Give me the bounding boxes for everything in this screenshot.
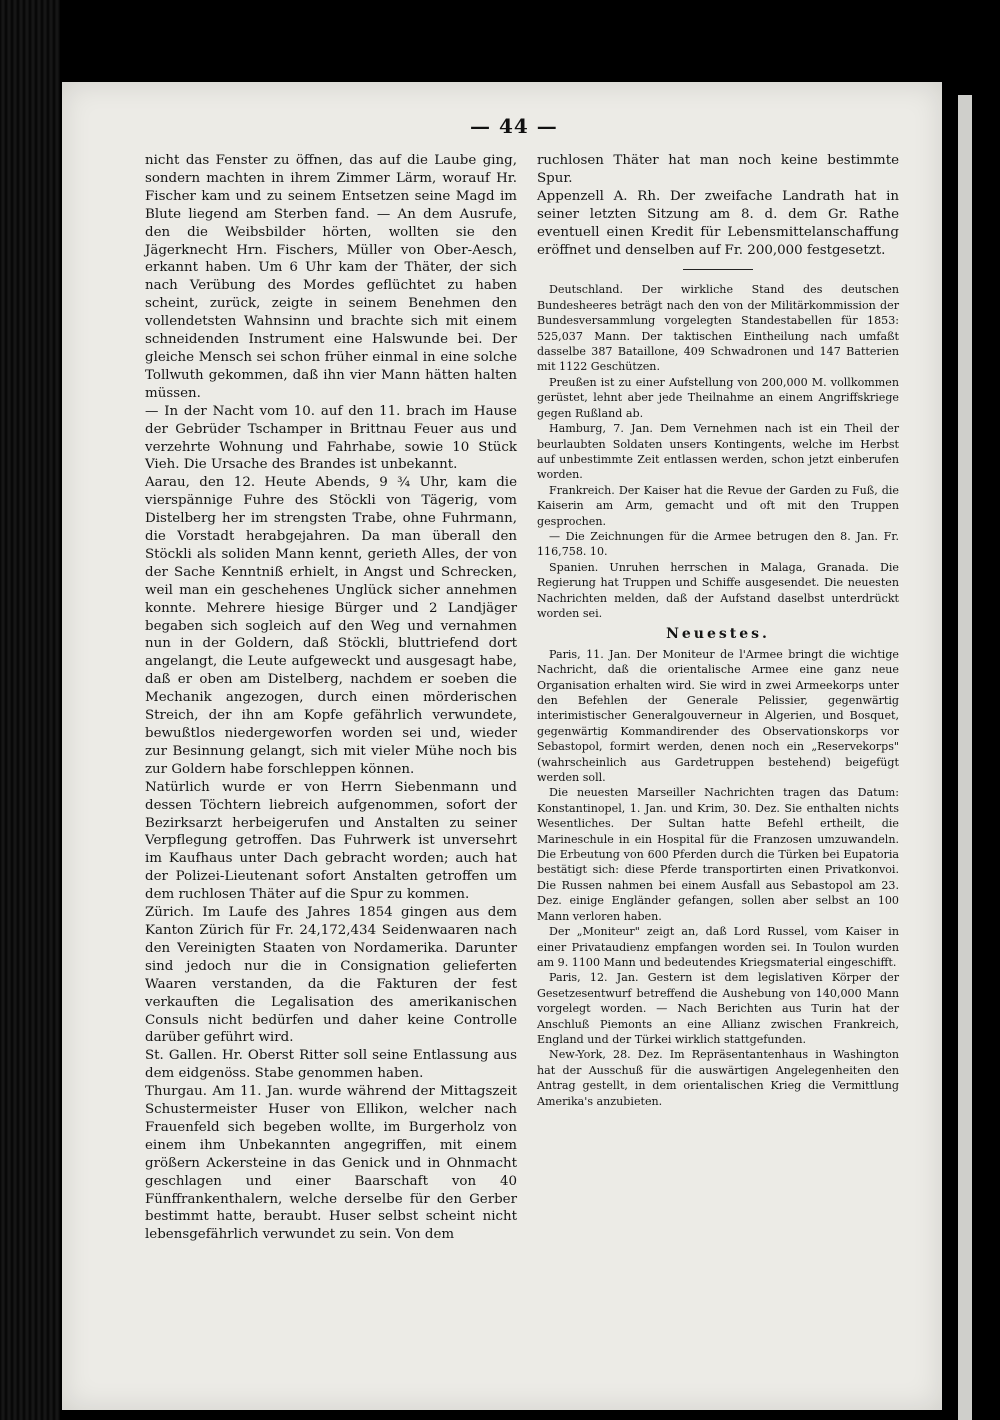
right-paragraph: Hamburg, 7. Jan. Dem Vernehmen nach ist ein Theil der beurlaubten Soldaten unsers Kontingents, welche im Herbst auf unbestimmte Zeit entlassen werden, schon jetzt einberufen worden. <box>537 422 899 482</box>
news-paragraph: Paris, 12. Jan. Gestern ist dem legislativen Körper der Gesetzesentwurf betreffend die Aushebung von 140,000 Mann vorgelegt worden. — Nach Berichten aus Turin hat der Anschluß Piemonts an eine Allianz zwischen Frankreich, England und der Türkei wirklich stattgefunden. <box>537 971 899 1046</box>
left-paragraph: Natürlich wurde er von Herrn Siebenmann und dessen Töchtern liebreich aufgenommen, sofort der Bezirksarzt herbeigerufen und Anstalten zu seiner Verpflegung getroffen. Das Fuhrwerk ist unversehrt im Kaufhaus unter Dach gebracht worden; auch hat der Polizei-Lieutenant sofort Anstalten getroffen um dem ruchlosen Thäter auf die Spur zu kommen. <box>145 779 517 903</box>
news-paragraph: Der „Moniteur" zeigt an, daß Lord Russel, vom Kaiser in einer Privataudienz empfangen worden sei. In Toulon wurden am 9. 1100 Mann und bedeutendes Kriegsmaterial eingeschifft. <box>537 925 899 969</box>
left-paragraph: Aarau, den 12. Heute Abends, 9 ¾ Uhr, kam die vierspännige Fuhre des Stöckli von Tägerig, vom Distelberg her im strengsten Trabe, ohne Fuhrmann, die Vorstadt herabgejahren. Da man überall den Stöckli als soliden Mann kennt, gerieth Alles, der von der Sache Kenntniß erhielt, in Angst und Schrecken, weil man ein geschehenes Unglück sicher annehmen konnte. Mehrere hiesige Bürger und 2 Landjäger begaben sich sogleich auf den Weg und vernahmen nun in der Goldern, daß Stöckli, bluttriefend dort angelangt, die Leute aufgeweckt und ausgesagt habe, daß er oben am Distelberg, nachdem er soeben die Mechanik angezogen, durch einen mörderischen Streich, der ihn am Kopfe gefährlich verwundete, bewußtlos niedergeworfen worden sei und, wieder zur Besinnung gelangt, sich mit vieler Mühe noch bis zur Goldern habe forschleppen können. <box>145 475 517 777</box>
right-column <box>537 152 899 1109</box>
page-edge-strip <box>958 95 972 1420</box>
book-binding <box>0 0 60 1420</box>
left-paragraph: — In der Nacht vom 10. auf den 11. brach im Hause der Gebrüder Tschamper in Brittnau Feuer aus und verzehrte Wohnung und Fahrhabe, sowie 10 Stück Vieh. Die Ursache des Brandes ist unbekannt. <box>145 403 517 473</box>
right-lead-paragraph: ruchlosen Thäter hat man noch keine bestimmte Spur. <box>537 153 899 186</box>
section-divider <box>683 269 753 270</box>
left-column <box>145 152 517 1244</box>
right-paragraph: Preußen ist zu einer Aufstellung von 200,000 M. vollkommen gerüstet, lehnt aber jede Theilnahme an einem Angriffskriege gegen Rußland ab. <box>537 375 899 420</box>
news-paragraph: New-York, 28. Dez. Im Repräsentantenhaus in Washington hat der Ausschuß für die auswärtigen Angelegenheiten den Antrag gestellt, in dem orientalischen Krieg die Vermittlung Amerika's anzubieten. <box>537 1048 899 1108</box>
left-paragraph: Thurgau. Am 11. Jan. wurde während der Mittagszeit Schustermeister Huser von Ellikon, welcher nach Frauenfeld sich begeben wollte, im Burgerholz von einem ihm Unbekannten angegriffen, mit einem größern Ackersteine in das Genick und in Ohnmacht geschlagen und einer Baarschaft von 40 Fünffrankenthalern, welche derselbe für den Gerber bestimmt hatte, beraubt. Huser selbst scheint nicht lebensgefährlich verwundet zu sein. Von dem <box>145 1084 517 1243</box>
right-lead-paragraph: Appenzell A. Rh. Der zweifache Landrath hat in seiner letzten Sitzung am 8. d. dem Gr. Rathe eventuell einen Kredit für Lebensmittelanschaffung eröffnet und denselben auf Fr. 200,000 festgesetzt. <box>537 188 899 258</box>
right-paragraph: Spanien. Unruhen herrschen in Malaga, Granada. Die Regierung hat Truppen und Schiffe ausgesendet. Die neuesten Nachrichten melden, daß der Aufstand daselbst unterdrückt worden sei. <box>537 560 899 620</box>
facing-page-edge <box>944 95 1000 1420</box>
news-paragraph: Paris, 11. Jan. Der Moniteur de l'Armee bringt die wichtige Nachricht, daß die orientalische Armee eine ganz neue Organisation erhalten wird. Sie wird in zwei Armeekorps unter den Befehlen der Generale Pelissier, gegenwärtig interimistischer Generalgouverneur in Algerien, und Bosquet, gegenwärtig Kommandirender des Observationskorps vor Sebastopol, formirt werden, denen noch ein „Reservekorps" (wahrscheinlich aus Gardetruppen bestehend) beigefügt werden soll. <box>537 647 899 785</box>
right-paragraph: Frankreich. Der Kaiser hat die Revue der Garden zu Fuß, die Kaiserin am Arm, gemacht und oft mit den Truppen gesprochen. <box>537 483 899 528</box>
news-paragraph: Die neuesten Marseiller Nachrichten tragen das Datum: Konstantinopel, 1. Jan. und Krim, 30. Dez. Sie enthalten nichts Wesentliches. Der Sultan hatte Befehl ertheilt, die Marineschule in ein Hospital für die Franzosen umzuwandeln. Die Erbeutung von 600 Pferden durch die Türken bei Eupatoria bestätigt sich: diese Pferde transportirten einen Privatkonvoi. Die Russen nahmen bei einem Ausfall aus Sebastopol am 23. Dez. einige Engländer gefangen, sollen aber selbst an 100 Mann verloren haben. <box>537 786 899 923</box>
page-number: — 44 — <box>470 114 558 138</box>
section-heading-neuestes: Neuestes. <box>666 626 770 643</box>
right-paragraph: — Die Zeichnungen für die Armee betrugen den 8. Jan. Fr. 116,758. 10. <box>537 529 899 559</box>
left-paragraph: Zürich. Im Laufe des Jahres 1854 gingen aus dem Kanton Zürich für Fr. 24,172,434 Seidenwaaren nach den Vereinigten Staaten von Nordamerika. Darunter sind jedoch nur die in Consignation gelieferten Waaren verstanden, da die Fakturen der fest verkauften die Legalisation des amerikanischen Consuls nicht bedürfen und daher keine Controlle darüber geführt wird. <box>145 905 517 1046</box>
left-paragraph: St. Gallen. Hr. Oberst Ritter soll seine Entlassung aus dem eidgenöss. Stabe genommen haben. <box>145 1048 517 1082</box>
right-paragraph: Deutschland. Der wirkliche Stand des deutschen Bundesheeres beträgt nach den von der Militärkommission der Bundesversammlung vorgelegten Standestabellen für 1853: 525,037 Mann. Der taktischen Eintheilung nach umfaßt dasselbe 387 Bataillone, 409 Schwadronen und 147 Batterien mit 1122 Geschützen. <box>537 283 899 374</box>
left-paragraph: nicht das Fenster zu öffnen, das auf die Laube ging, sondern machten in ihrem Zimmer Lärm, worauf Hr. Fischer kam und zu seinem Entsetzen seine Magd im Blute liegend am Sterben fand. — An dem Ausrufe, den die Weibsbilder hörten, wollten sie den Jägerknecht Hrn. Fischers, Müller von Ober-Aesch, erkannt haben. Um 6 Uhr kam der Thäter, der sich nach Verübung des Mordes geflüchtet zu haben scheint, zurück, zeigte in seinem Benehmen den vollendetsten Wahnsinn und brachte sich mit einem schneidenden Instrument eine Halswunde bei. Der gleiche Mensch sei schon früher einmal in eine solche Tollwuth gekommen, daß ihn vier Mann hätten halten müssen. <box>145 153 517 401</box>
